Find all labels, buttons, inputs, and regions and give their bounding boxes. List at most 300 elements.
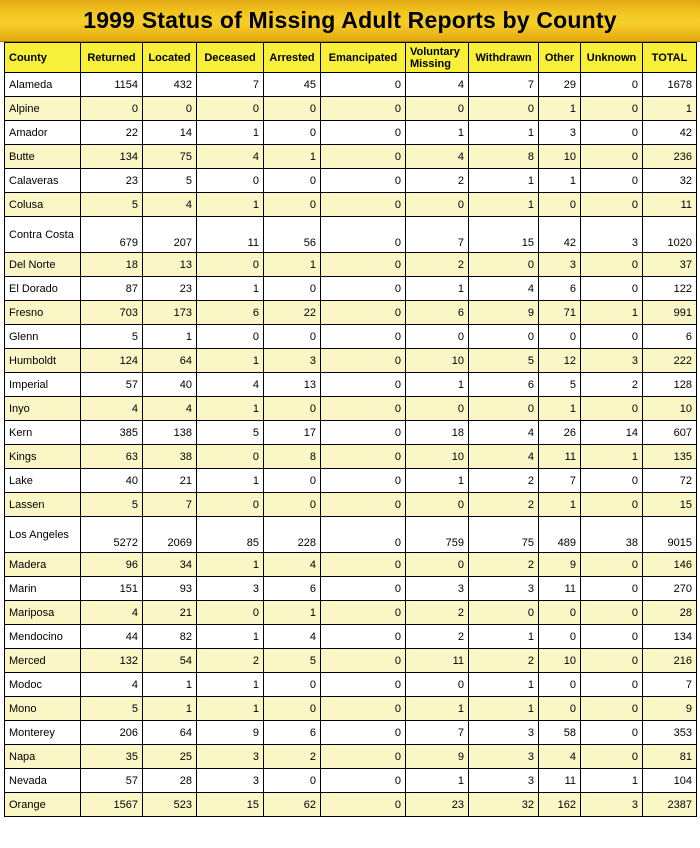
cell-county: Del Norte — [5, 253, 81, 277]
cell-arrested: 1 — [264, 145, 321, 169]
cell-voluntary-missing: 4 — [406, 145, 469, 169]
cell-county: Mendocino — [5, 625, 81, 649]
cell-total: 236 — [643, 145, 697, 169]
cell-total: 1678 — [643, 73, 697, 97]
cell-other: 489 — [539, 517, 581, 553]
cell-deceased: 3 — [197, 745, 264, 769]
cell-total: 1 — [643, 97, 697, 121]
cell-emancipated: 0 — [321, 145, 406, 169]
cell-total: 9015 — [643, 517, 697, 553]
cell-voluntary-missing: 1 — [406, 469, 469, 493]
cell-voluntary-missing: 10 — [406, 445, 469, 469]
cell-unknown: 0 — [581, 97, 643, 121]
cell-returned: 151 — [81, 577, 143, 601]
cell-unknown: 1 — [581, 445, 643, 469]
table-row — [5, 469, 697, 493]
cell-unknown: 0 — [581, 193, 643, 217]
cell-voluntary-missing: 6 — [406, 301, 469, 325]
cell-returned: 5 — [81, 193, 143, 217]
cell-emancipated: 0 — [321, 577, 406, 601]
cell-voluntary-missing: 11 — [406, 649, 469, 673]
cell-total: 134 — [643, 625, 697, 649]
cell-other: 0 — [539, 625, 581, 649]
cell-county: Orange — [5, 793, 81, 817]
table-row — [5, 445, 697, 469]
cell-withdrawn: 1 — [469, 121, 539, 145]
cell-other: 0 — [539, 697, 581, 721]
cell-total: 2387 — [643, 793, 697, 817]
cell-located: 82 — [143, 625, 197, 649]
cell-county: Lake — [5, 469, 81, 493]
cell-other: 1 — [539, 493, 581, 517]
table-row — [5, 745, 697, 769]
cell-returned: 96 — [81, 553, 143, 577]
cell-arrested: 0 — [264, 97, 321, 121]
cell-total: 607 — [643, 421, 697, 445]
cell-returned: 18 — [81, 253, 143, 277]
cell-located: 93 — [143, 577, 197, 601]
cell-emancipated: 0 — [321, 169, 406, 193]
cell-withdrawn: 15 — [469, 217, 539, 253]
cell-voluntary-missing: 1 — [406, 373, 469, 397]
cell-located: 5 — [143, 169, 197, 193]
table-row — [5, 397, 697, 421]
cell-arrested: 3 — [264, 349, 321, 373]
cell-unknown: 0 — [581, 493, 643, 517]
county-status-table — [4, 42, 697, 817]
cell-unknown: 0 — [581, 697, 643, 721]
cell-deceased: 1 — [197, 469, 264, 493]
cell-deceased: 85 — [197, 517, 264, 553]
cell-located: 4 — [143, 397, 197, 421]
cell-returned: 134 — [81, 145, 143, 169]
cell-withdrawn: 9 — [469, 301, 539, 325]
cell-arrested: 4 — [264, 553, 321, 577]
cell-located: 207 — [143, 217, 197, 253]
cell-returned: 57 — [81, 769, 143, 793]
cell-emancipated: 0 — [321, 769, 406, 793]
cell-deceased: 6 — [197, 301, 264, 325]
cell-county: Monterey — [5, 721, 81, 745]
cell-returned: 63 — [81, 445, 143, 469]
cell-voluntary-missing: 0 — [406, 97, 469, 121]
cell-county: Alpine — [5, 97, 81, 121]
cell-returned: 35 — [81, 745, 143, 769]
cell-deceased: 9 — [197, 721, 264, 745]
cell-total: 353 — [643, 721, 697, 745]
table-row — [5, 601, 697, 625]
cell-returned: 87 — [81, 277, 143, 301]
cell-voluntary-missing: 9 — [406, 745, 469, 769]
cell-withdrawn: 8 — [469, 145, 539, 169]
cell-withdrawn: 3 — [469, 769, 539, 793]
cell-located: 14 — [143, 121, 197, 145]
cell-voluntary-missing: 4 — [406, 73, 469, 97]
cell-emancipated: 0 — [321, 97, 406, 121]
cell-county: Butte — [5, 145, 81, 169]
cell-located: 432 — [143, 73, 197, 97]
cell-arrested: 45 — [264, 73, 321, 97]
cell-emancipated: 0 — [321, 73, 406, 97]
cell-deceased: 1 — [197, 553, 264, 577]
cell-voluntary-missing: 0 — [406, 325, 469, 349]
cell-returned: 4 — [81, 673, 143, 697]
cell-withdrawn: 75 — [469, 517, 539, 553]
cell-county: Mariposa — [5, 601, 81, 625]
cell-other: 11 — [539, 769, 581, 793]
cell-county: Los Angeles — [5, 517, 81, 553]
cell-voluntary-missing: 1 — [406, 121, 469, 145]
cell-arrested: 0 — [264, 277, 321, 301]
column-header-county: County — [5, 43, 81, 73]
cell-deceased: 15 — [197, 793, 264, 817]
cell-other: 4 — [539, 745, 581, 769]
cell-arrested: 228 — [264, 517, 321, 553]
cell-voluntary-missing: 0 — [406, 193, 469, 217]
cell-deceased: 1 — [197, 121, 264, 145]
cell-located: 28 — [143, 769, 197, 793]
cell-deceased: 11 — [197, 217, 264, 253]
cell-located: 138 — [143, 421, 197, 445]
cell-unknown: 0 — [581, 745, 643, 769]
cell-withdrawn: 2 — [469, 469, 539, 493]
cell-unknown: 0 — [581, 325, 643, 349]
cell-returned: 0 — [81, 97, 143, 121]
cell-withdrawn: 7 — [469, 73, 539, 97]
table-row — [5, 625, 697, 649]
cell-located: 4 — [143, 193, 197, 217]
cell-withdrawn: 2 — [469, 493, 539, 517]
cell-arrested: 0 — [264, 397, 321, 421]
cell-emancipated: 0 — [321, 373, 406, 397]
cell-withdrawn: 0 — [469, 253, 539, 277]
cell-other: 11 — [539, 577, 581, 601]
cell-withdrawn: 0 — [469, 601, 539, 625]
cell-withdrawn: 5 — [469, 349, 539, 373]
cell-withdrawn: 1 — [469, 193, 539, 217]
cell-voluntary-missing: 0 — [406, 673, 469, 697]
cell-located: 21 — [143, 469, 197, 493]
cell-arrested: 0 — [264, 673, 321, 697]
cell-voluntary-missing: 23 — [406, 793, 469, 817]
cell-county: El Dorado — [5, 277, 81, 301]
cell-county: Merced — [5, 649, 81, 673]
cell-total: 104 — [643, 769, 697, 793]
cell-withdrawn: 1 — [469, 673, 539, 697]
table-row — [5, 217, 697, 253]
cell-emancipated: 0 — [321, 325, 406, 349]
cell-county: Humboldt — [5, 349, 81, 373]
cell-located: 64 — [143, 349, 197, 373]
cell-county: Kings — [5, 445, 81, 469]
cell-located: 34 — [143, 553, 197, 577]
cell-emancipated: 0 — [321, 697, 406, 721]
cell-other: 7 — [539, 469, 581, 493]
table-row — [5, 169, 697, 193]
cell-total: 7 — [643, 673, 697, 697]
cell-deceased: 0 — [197, 601, 264, 625]
cell-voluntary-missing: 759 — [406, 517, 469, 553]
cell-located: 13 — [143, 253, 197, 277]
cell-located: 1 — [143, 673, 197, 697]
cell-other: 3 — [539, 253, 581, 277]
cell-unknown: 0 — [581, 277, 643, 301]
cell-total: 991 — [643, 301, 697, 325]
cell-arrested: 0 — [264, 769, 321, 793]
cell-arrested: 8 — [264, 445, 321, 469]
cell-located: 2069 — [143, 517, 197, 553]
cell-county: Madera — [5, 553, 81, 577]
cell-total: 11 — [643, 193, 697, 217]
cell-withdrawn: 4 — [469, 421, 539, 445]
column-header-total: TOTAL — [643, 43, 697, 73]
cell-arrested: 6 — [264, 721, 321, 745]
cell-located: 0 — [143, 97, 197, 121]
cell-total: 37 — [643, 253, 697, 277]
cell-withdrawn: 4 — [469, 277, 539, 301]
page-title: 1999 Status of Missing Adult Reports by County — [83, 7, 617, 33]
cell-located: 40 — [143, 373, 197, 397]
cell-county: Mono — [5, 697, 81, 721]
cell-returned: 4 — [81, 397, 143, 421]
cell-deceased: 7 — [197, 73, 264, 97]
table-row — [5, 649, 697, 673]
cell-unknown: 0 — [581, 649, 643, 673]
cell-located: 64 — [143, 721, 197, 745]
cell-located: 38 — [143, 445, 197, 469]
cell-other: 11 — [539, 445, 581, 469]
cell-county: Alameda — [5, 73, 81, 97]
cell-voluntary-missing: 2 — [406, 169, 469, 193]
cell-county: Calaveras — [5, 169, 81, 193]
cell-unknown: 38 — [581, 517, 643, 553]
cell-located: 23 — [143, 277, 197, 301]
cell-returned: 57 — [81, 373, 143, 397]
cell-total: 81 — [643, 745, 697, 769]
column-header-voluntary-missing: Voluntary Missing — [406, 43, 469, 73]
cell-arrested: 2 — [264, 745, 321, 769]
table-row — [5, 793, 697, 817]
cell-emancipated: 0 — [321, 349, 406, 373]
cell-unknown: 0 — [581, 577, 643, 601]
cell-deceased: 0 — [197, 97, 264, 121]
table-row — [5, 193, 697, 217]
cell-returned: 124 — [81, 349, 143, 373]
title-banner — [0, 0, 700, 42]
cell-other: 9 — [539, 553, 581, 577]
cell-withdrawn: 2 — [469, 553, 539, 577]
cell-other: 0 — [539, 673, 581, 697]
cell-deceased: 1 — [197, 193, 264, 217]
table-row — [5, 577, 697, 601]
cell-emancipated: 0 — [321, 601, 406, 625]
cell-county: Fresno — [5, 301, 81, 325]
cell-other: 42 — [539, 217, 581, 253]
cell-withdrawn: 2 — [469, 649, 539, 673]
cell-unknown: 3 — [581, 349, 643, 373]
cell-total: 32 — [643, 169, 697, 193]
cell-deceased: 2 — [197, 649, 264, 673]
cell-located: 1 — [143, 697, 197, 721]
cell-arrested: 0 — [264, 193, 321, 217]
cell-total: 1020 — [643, 217, 697, 253]
cell-located: 523 — [143, 793, 197, 817]
table-row — [5, 349, 697, 373]
cell-voluntary-missing: 7 — [406, 721, 469, 745]
cell-withdrawn: 4 — [469, 445, 539, 469]
table-row — [5, 721, 697, 745]
cell-total: 122 — [643, 277, 697, 301]
cell-deceased: 1 — [197, 397, 264, 421]
cell-located: 173 — [143, 301, 197, 325]
cell-arrested: 56 — [264, 217, 321, 253]
column-header-arrested: Arrested — [264, 43, 321, 73]
cell-arrested: 1 — [264, 601, 321, 625]
cell-voluntary-missing: 2 — [406, 253, 469, 277]
cell-emancipated: 0 — [321, 217, 406, 253]
cell-total: 216 — [643, 649, 697, 673]
cell-arrested: 13 — [264, 373, 321, 397]
cell-emancipated: 0 — [321, 493, 406, 517]
cell-other: 10 — [539, 145, 581, 169]
column-header-deceased: Deceased — [197, 43, 264, 73]
cell-total: 15 — [643, 493, 697, 517]
cell-unknown: 14 — [581, 421, 643, 445]
cell-arrested: 0 — [264, 493, 321, 517]
table-row — [5, 517, 697, 553]
table-row — [5, 277, 697, 301]
cell-arrested: 0 — [264, 325, 321, 349]
column-header-withdrawn: Withdrawn — [469, 43, 539, 73]
column-header-returned: Returned — [81, 43, 143, 73]
cell-other: 71 — [539, 301, 581, 325]
cell-returned: 23 — [81, 169, 143, 193]
cell-withdrawn: 32 — [469, 793, 539, 817]
cell-returned: 1154 — [81, 73, 143, 97]
cell-voluntary-missing: 2 — [406, 625, 469, 649]
cell-emancipated: 0 — [321, 253, 406, 277]
cell-other: 162 — [539, 793, 581, 817]
table-row — [5, 373, 697, 397]
table-row — [5, 301, 697, 325]
cell-emancipated: 0 — [321, 649, 406, 673]
cell-total: 270 — [643, 577, 697, 601]
cell-deceased: 1 — [197, 625, 264, 649]
cell-deceased: 5 — [197, 421, 264, 445]
cell-arrested: 22 — [264, 301, 321, 325]
cell-unknown: 0 — [581, 553, 643, 577]
cell-emancipated: 0 — [321, 121, 406, 145]
cell-arrested: 0 — [264, 169, 321, 193]
cell-returned: 5 — [81, 697, 143, 721]
cell-total: 222 — [643, 349, 697, 373]
table-row — [5, 493, 697, 517]
cell-total: 9 — [643, 697, 697, 721]
cell-voluntary-missing: 0 — [406, 493, 469, 517]
cell-arrested: 17 — [264, 421, 321, 445]
table-row — [5, 553, 697, 577]
cell-total: 28 — [643, 601, 697, 625]
cell-withdrawn: 0 — [469, 325, 539, 349]
cell-returned: 5 — [81, 325, 143, 349]
cell-located: 54 — [143, 649, 197, 673]
cell-unknown: 2 — [581, 373, 643, 397]
cell-located: 1 — [143, 325, 197, 349]
cell-deceased: 0 — [197, 253, 264, 277]
cell-county: Nevada — [5, 769, 81, 793]
cell-voluntary-missing: 1 — [406, 697, 469, 721]
cell-voluntary-missing: 7 — [406, 217, 469, 253]
cell-emancipated: 0 — [321, 193, 406, 217]
column-header-emancipated: Emancipated — [321, 43, 406, 73]
cell-county: Modoc — [5, 673, 81, 697]
cell-emancipated: 0 — [321, 625, 406, 649]
table-row — [5, 325, 697, 349]
cell-returned: 679 — [81, 217, 143, 253]
cell-unknown: 1 — [581, 301, 643, 325]
cell-county: Colusa — [5, 193, 81, 217]
cell-returned: 206 — [81, 721, 143, 745]
cell-withdrawn: 1 — [469, 697, 539, 721]
table-row — [5, 253, 697, 277]
cell-unknown: 1 — [581, 769, 643, 793]
cell-arrested: 1 — [264, 253, 321, 277]
cell-county: Marin — [5, 577, 81, 601]
column-header-unknown: Unknown — [581, 43, 643, 73]
cell-emancipated: 0 — [321, 793, 406, 817]
cell-unknown: 0 — [581, 253, 643, 277]
table-row — [5, 73, 697, 97]
table-row — [5, 97, 697, 121]
cell-returned: 40 — [81, 469, 143, 493]
cell-unknown: 0 — [581, 169, 643, 193]
cell-voluntary-missing: 0 — [406, 397, 469, 421]
cell-returned: 132 — [81, 649, 143, 673]
cell-total: 10 — [643, 397, 697, 421]
cell-deceased: 1 — [197, 349, 264, 373]
cell-deceased: 0 — [197, 169, 264, 193]
cell-returned: 22 — [81, 121, 143, 145]
cell-county: Inyo — [5, 397, 81, 421]
cell-county: Napa — [5, 745, 81, 769]
cell-returned: 1567 — [81, 793, 143, 817]
cell-total: 146 — [643, 553, 697, 577]
cell-other: 5 — [539, 373, 581, 397]
cell-voluntary-missing: 1 — [406, 277, 469, 301]
cell-arrested: 0 — [264, 697, 321, 721]
cell-emancipated: 0 — [321, 277, 406, 301]
cell-voluntary-missing: 10 — [406, 349, 469, 373]
cell-returned: 5272 — [81, 517, 143, 553]
cell-returned: 385 — [81, 421, 143, 445]
cell-emancipated: 0 — [321, 445, 406, 469]
cell-unknown: 0 — [581, 469, 643, 493]
table-row — [5, 121, 697, 145]
cell-unknown: 0 — [581, 625, 643, 649]
cell-other: 1 — [539, 397, 581, 421]
cell-unknown: 0 — [581, 145, 643, 169]
cell-returned: 5 — [81, 493, 143, 517]
cell-located: 75 — [143, 145, 197, 169]
cell-emancipated: 0 — [321, 721, 406, 745]
cell-deceased: 1 — [197, 697, 264, 721]
cell-deceased: 3 — [197, 577, 264, 601]
column-header-located: Located — [143, 43, 197, 73]
cell-deceased: 0 — [197, 493, 264, 517]
cell-withdrawn: 3 — [469, 745, 539, 769]
cell-total: 128 — [643, 373, 697, 397]
cell-total: 135 — [643, 445, 697, 469]
